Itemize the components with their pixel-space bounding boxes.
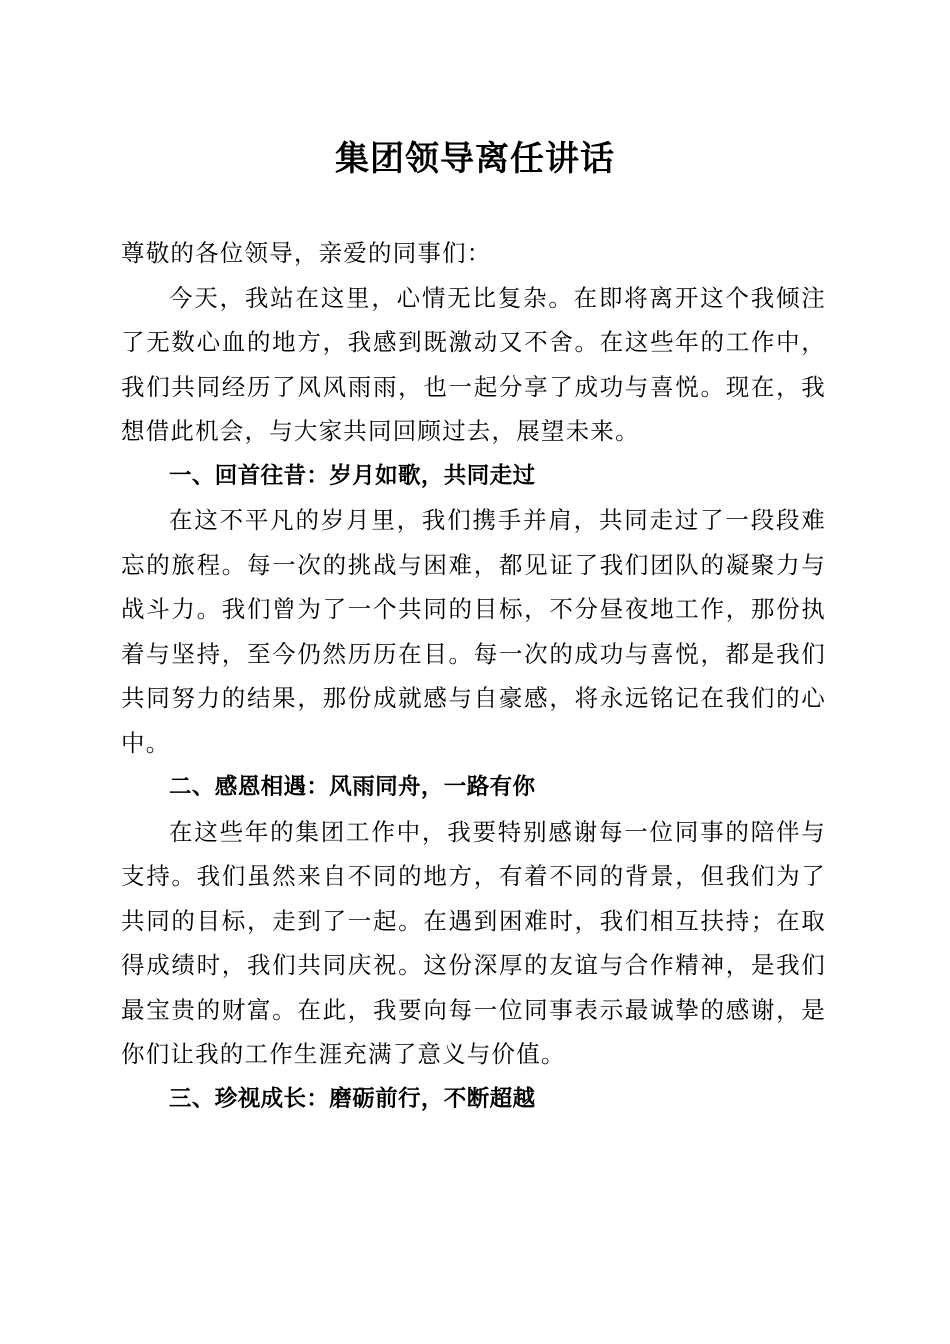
section-heading-1: 一、回首往昔：岁月如歌，共同走过 <box>169 462 536 489</box>
intro-paragraph: 今天，我站在这里，心情无比复杂。在即将离开这个我倾注了无数心血的地方，我感到既激动又不舍。在这些年的工作中，我们共同经历了风风雨雨，也一起分享了成功与喜悦。现在，我想借此机会，与大家共同回顾过去，展望未来。 <box>121 283 826 445</box>
document-title: 集团领导离任讲话 <box>335 139 615 179</box>
salutation: 尊敬的各位领导，亲爱的同事们： <box>121 239 492 267</box>
section-paragraph-2: 在这些年的集团工作中，我要特别感谢每一位同事的陪伴与支持。我们虽然来自不同的地方，有着不同的背景，但我们为了共同的目标，走到了一起。在遇到困难时，我们相互扶持；在取得成绩时，我们共同庆祝。这份深厚的友谊与合作精神，是我们最宝贵的财富。在此，我要向每一位同事表示最诚挚的感谢，是你们让我的工作生涯充满了意义与价值。 <box>121 817 826 1068</box>
document-body <box>121 231 826 1121</box>
section-heading-2: 二、感恩相遇：风雨同舟，一路有你 <box>169 774 536 800</box>
section-paragraph-1: 在这不平凡的岁月里，我们携手并肩，共同走过了一段段难忘的旅程。每一次的挑战与困难，都见证了我们团队的凝聚力与战斗力。我们曾为了一个共同的目标，不分昼夜地工作，那份执着与坚持，至今仍然历历在目。每一次的成功与喜悦，都是我们共同努力的结果，那份成就感与自豪感，将永远铭记在我们的心中。 <box>121 506 826 757</box>
section-heading-3: 三、珍视成长：磨砺前行，不断超越 <box>169 1085 536 1112</box>
